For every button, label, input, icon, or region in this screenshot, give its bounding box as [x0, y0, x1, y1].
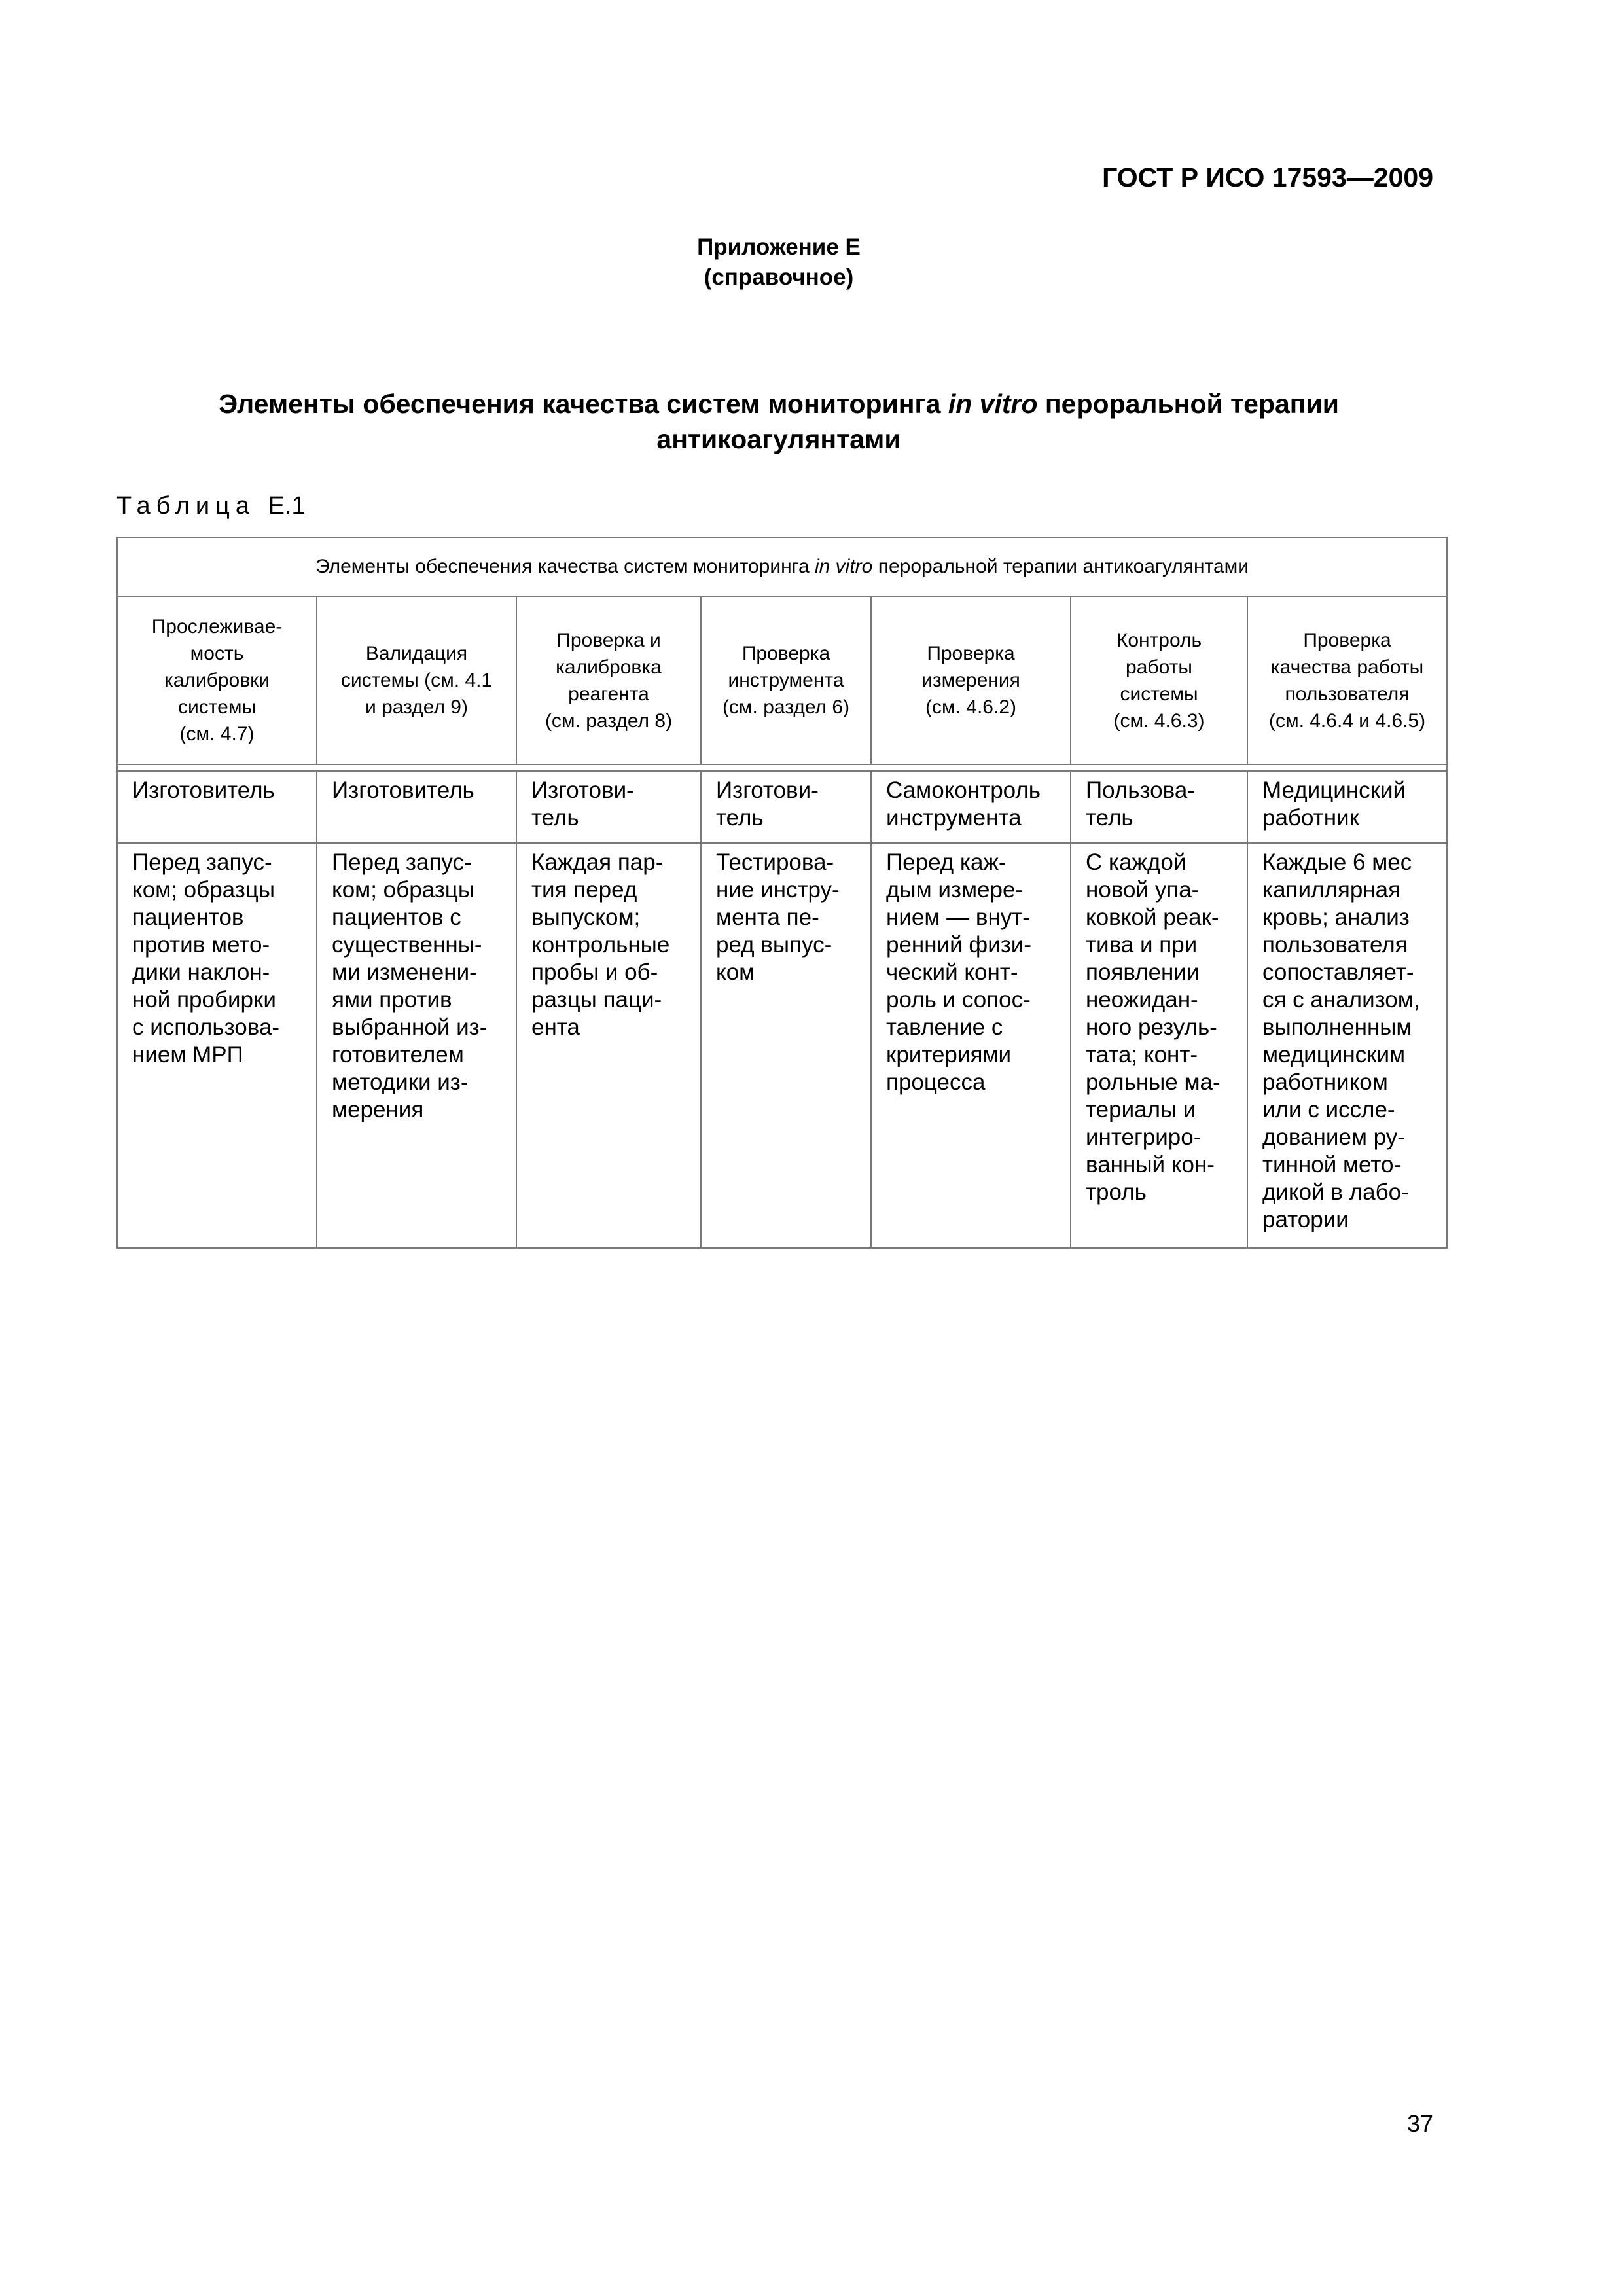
description-cell-line: пробы и об- [531, 960, 658, 985]
role-cell-line: Изготови- [531, 778, 634, 803]
description-cell-line: ванный кон- [1086, 1152, 1215, 1177]
column-header-4 [701, 596, 871, 764]
table-role-row [117, 771, 1447, 843]
description-cell-line: пациентов [132, 905, 244, 930]
table-caption-part-1: Элементы обеспечения качества систем мониторинга [315, 556, 810, 577]
description-cell-line: ком; образцы [132, 877, 275, 903]
role-cell-6 [1071, 771, 1247, 843]
description-cell-line: новой упа- [1086, 877, 1200, 903]
column-header-line: калибровка [556, 656, 662, 678]
description-cell-6 [1071, 843, 1247, 1248]
description-cell-1 [117, 843, 317, 1248]
description-cell-line: тива и при [1086, 932, 1198, 958]
description-cell-line: Тестирова- [716, 850, 834, 875]
description-cell-line: или с иссле- [1262, 1097, 1395, 1122]
description-cell-line: с использова- [132, 1014, 280, 1040]
role-cell-1 [117, 771, 317, 843]
column-header-line: (см. раздел 6) [722, 696, 850, 718]
description-cell-line: появлении [1086, 960, 1200, 985]
description-cell-line: Перед запус- [132, 850, 272, 875]
description-cell-line: тавление с [886, 1014, 1003, 1040]
table-description-row [117, 843, 1447, 1248]
description-cell-line: против мето- [132, 932, 270, 958]
description-cell-line: работником [1262, 1069, 1388, 1095]
description-cell-line: интегриро- [1086, 1124, 1202, 1150]
description-cell-line: выполненным [1262, 1014, 1412, 1040]
role-cell-2 [317, 771, 516, 843]
column-header-line: Валидация [365, 643, 468, 664]
description-cell-line: мента пе- [716, 905, 819, 930]
column-header-line: системы [1120, 683, 1198, 705]
column-header-line: (см. 4.6.2) [925, 696, 1016, 718]
table-caption-part-2: пероральной терапии антикоагулянтами [878, 556, 1249, 577]
column-header-line: калибровки [164, 670, 270, 691]
role-cell-line: тель [1086, 805, 1133, 831]
column-header-7 [1247, 596, 1447, 764]
description-cell-line: Каждые 6 мес [1262, 850, 1412, 875]
main-title-part-2: пероральной терапии [1044, 389, 1339, 419]
column-header-line: (см. 4.7) [179, 723, 255, 745]
description-cell-line: ком; образцы [332, 877, 474, 903]
description-cell-line: дики наклон- [132, 960, 270, 985]
description-cell-5 [871, 843, 1071, 1248]
column-header-line: и раздел 9) [365, 696, 468, 718]
description-cell-line: тата; конт- [1086, 1042, 1198, 1067]
column-header-line: реагента [568, 683, 649, 705]
column-header-3 [516, 596, 701, 764]
description-cell-line: контрольные [531, 932, 670, 958]
column-header-line: Проверка [1303, 629, 1391, 651]
quality-elements-table [116, 537, 1448, 1249]
table-label [116, 492, 306, 520]
description-cell-line: капиллярная [1262, 877, 1401, 903]
column-header-2 [317, 596, 516, 764]
description-cell-line: готовителем [332, 1042, 464, 1067]
role-cell-line: Пользова- [1086, 778, 1195, 803]
column-header-line: Проверка [927, 643, 1015, 664]
description-cell-line: ческий конт- [886, 960, 1018, 985]
description-cell-line: Перед запус- [332, 850, 472, 875]
main-title-part-1: Элементы обеспечения качества систем мониторинга [219, 389, 941, 419]
role-cell-5 [871, 771, 1071, 843]
description-cell-line: рольные ма- [1086, 1069, 1221, 1095]
role-cell-line: Самоконтроль [886, 778, 1041, 803]
separator-cell [117, 764, 1447, 771]
role-cell-line: работник [1262, 805, 1359, 831]
description-cell-line: неожидан- [1086, 987, 1198, 1013]
annex-title: Приложение Е [697, 234, 861, 260]
description-cell-line: существенны- [332, 932, 482, 958]
description-cell-7 [1247, 843, 1447, 1248]
column-header-line: мость [190, 643, 244, 664]
description-cell-line: троль [1086, 1179, 1147, 1205]
description-cell-2 [317, 843, 516, 1248]
role-cell-line: Медицинский [1262, 778, 1406, 803]
description-cell-line: дым измере- [886, 877, 1024, 903]
annex-kind: (справочное) [704, 264, 854, 290]
main-title-line-1 [157, 386, 1400, 422]
description-cell-line: пациентов с [332, 905, 461, 930]
description-cell-line: нием — внут- [886, 905, 1030, 930]
column-header-line: системы (см. 4.1 [340, 670, 493, 691]
column-header-line: Проверка и [556, 629, 661, 651]
column-header-line: работы [1126, 656, 1192, 678]
description-cell-line: тия перед [531, 877, 637, 903]
main-title [157, 386, 1400, 457]
description-cell-line: дованием ру- [1262, 1124, 1405, 1150]
document-code: ГОСТ Р ИСО 17593—2009 [1102, 162, 1433, 192]
description-cell-line: ние инстру- [716, 877, 840, 903]
description-cell-line: Каждая пар- [531, 850, 664, 875]
column-header-line: (см. раздел 8) [544, 709, 673, 732]
role-cell-4 [701, 771, 871, 843]
description-cell-line: кровь; анализ [1262, 905, 1410, 930]
column-header-line: качества работы [1270, 656, 1424, 678]
annex-heading [0, 232, 1558, 293]
table-caption-italic: in vitro [815, 556, 873, 577]
role-cell-line: инструмента [886, 805, 1022, 831]
description-cell-line: ком [716, 960, 755, 985]
description-cell-line: выбранной из- [332, 1014, 488, 1040]
description-cell-line: ковкой реак- [1086, 905, 1219, 930]
page-number: 37 [1406, 2110, 1433, 2137]
description-cell-line: сопоставляет- [1262, 960, 1414, 985]
column-header-line: инструмента [728, 670, 844, 691]
description-cell-line: тинной мето- [1262, 1152, 1402, 1177]
description-cell-line: Перед каж- [886, 850, 1007, 875]
description-cell-line: ями против [332, 987, 452, 1013]
description-cell-line: пользователя [1262, 932, 1408, 958]
column-header-line: (см. 4.6.3) [1113, 709, 1205, 732]
role-cell-3 [516, 771, 701, 843]
description-cell-line: териалы и [1086, 1097, 1196, 1122]
column-header-1 [117, 596, 317, 764]
role-cell-line: тель [716, 805, 764, 831]
column-header-line: пользователя [1285, 683, 1410, 705]
role-cell-line: Изготовитель [132, 778, 275, 803]
description-cell-line: нием МРП [132, 1042, 243, 1067]
column-header-line: Проверка [741, 643, 830, 664]
column-header-line: Прослеживае- [151, 616, 283, 637]
table-label-word: Таблица [116, 492, 255, 520]
table-label-number: Е.1 [268, 492, 306, 520]
role-cell-line: Изготови- [716, 778, 819, 803]
description-cell-line: разцы паци- [531, 987, 662, 1013]
table-caption [117, 537, 1447, 596]
description-cell-line: ной пробирки [132, 987, 276, 1013]
description-cell-3 [516, 843, 701, 1248]
column-header-line: системы [177, 696, 257, 718]
main-title-line-2: антикоагулянтами [656, 424, 901, 454]
description-cell-line: ми изменени- [332, 960, 477, 985]
description-cell-line: критериями [886, 1042, 1012, 1067]
description-cell-line: ред выпус- [716, 932, 832, 958]
description-cell-line: ренний физи- [886, 932, 1032, 958]
table-caption-row [117, 537, 1447, 596]
role-cell-7 [1247, 771, 1447, 843]
description-cell-line: методики из- [332, 1069, 469, 1095]
description-cell-line: процесса [886, 1069, 986, 1095]
column-header-6 [1071, 596, 1247, 764]
table-header-row [117, 596, 1447, 764]
description-cell-line: роль и сопос- [886, 987, 1031, 1013]
description-cell-line: ратории [1262, 1207, 1349, 1232]
main-title-italic: in vitro [948, 389, 1038, 419]
description-cell-4 [701, 843, 871, 1248]
role-cell-line: тель [531, 805, 579, 831]
description-cell-line: ента [531, 1014, 580, 1040]
description-cell-line: медицинским [1262, 1042, 1406, 1067]
column-header-line: (см. 4.6.4 и 4.6.5) [1268, 709, 1426, 732]
description-cell-line: С каждой [1086, 850, 1186, 875]
column-header-line: измерения [921, 670, 1020, 691]
description-cell-line: ного резуль- [1086, 1014, 1217, 1040]
description-cell-line: мерения [332, 1097, 424, 1122]
table-header-separator [117, 764, 1447, 771]
description-cell-line: выпуском; [531, 905, 641, 930]
column-header-5 [871, 596, 1071, 764]
column-header-line: Контроль [1116, 629, 1202, 651]
role-cell-line: Изготовитель [332, 778, 474, 803]
description-cell-line: ся с анализом, [1262, 987, 1420, 1013]
description-cell-line: дикой в лабо- [1262, 1179, 1409, 1205]
